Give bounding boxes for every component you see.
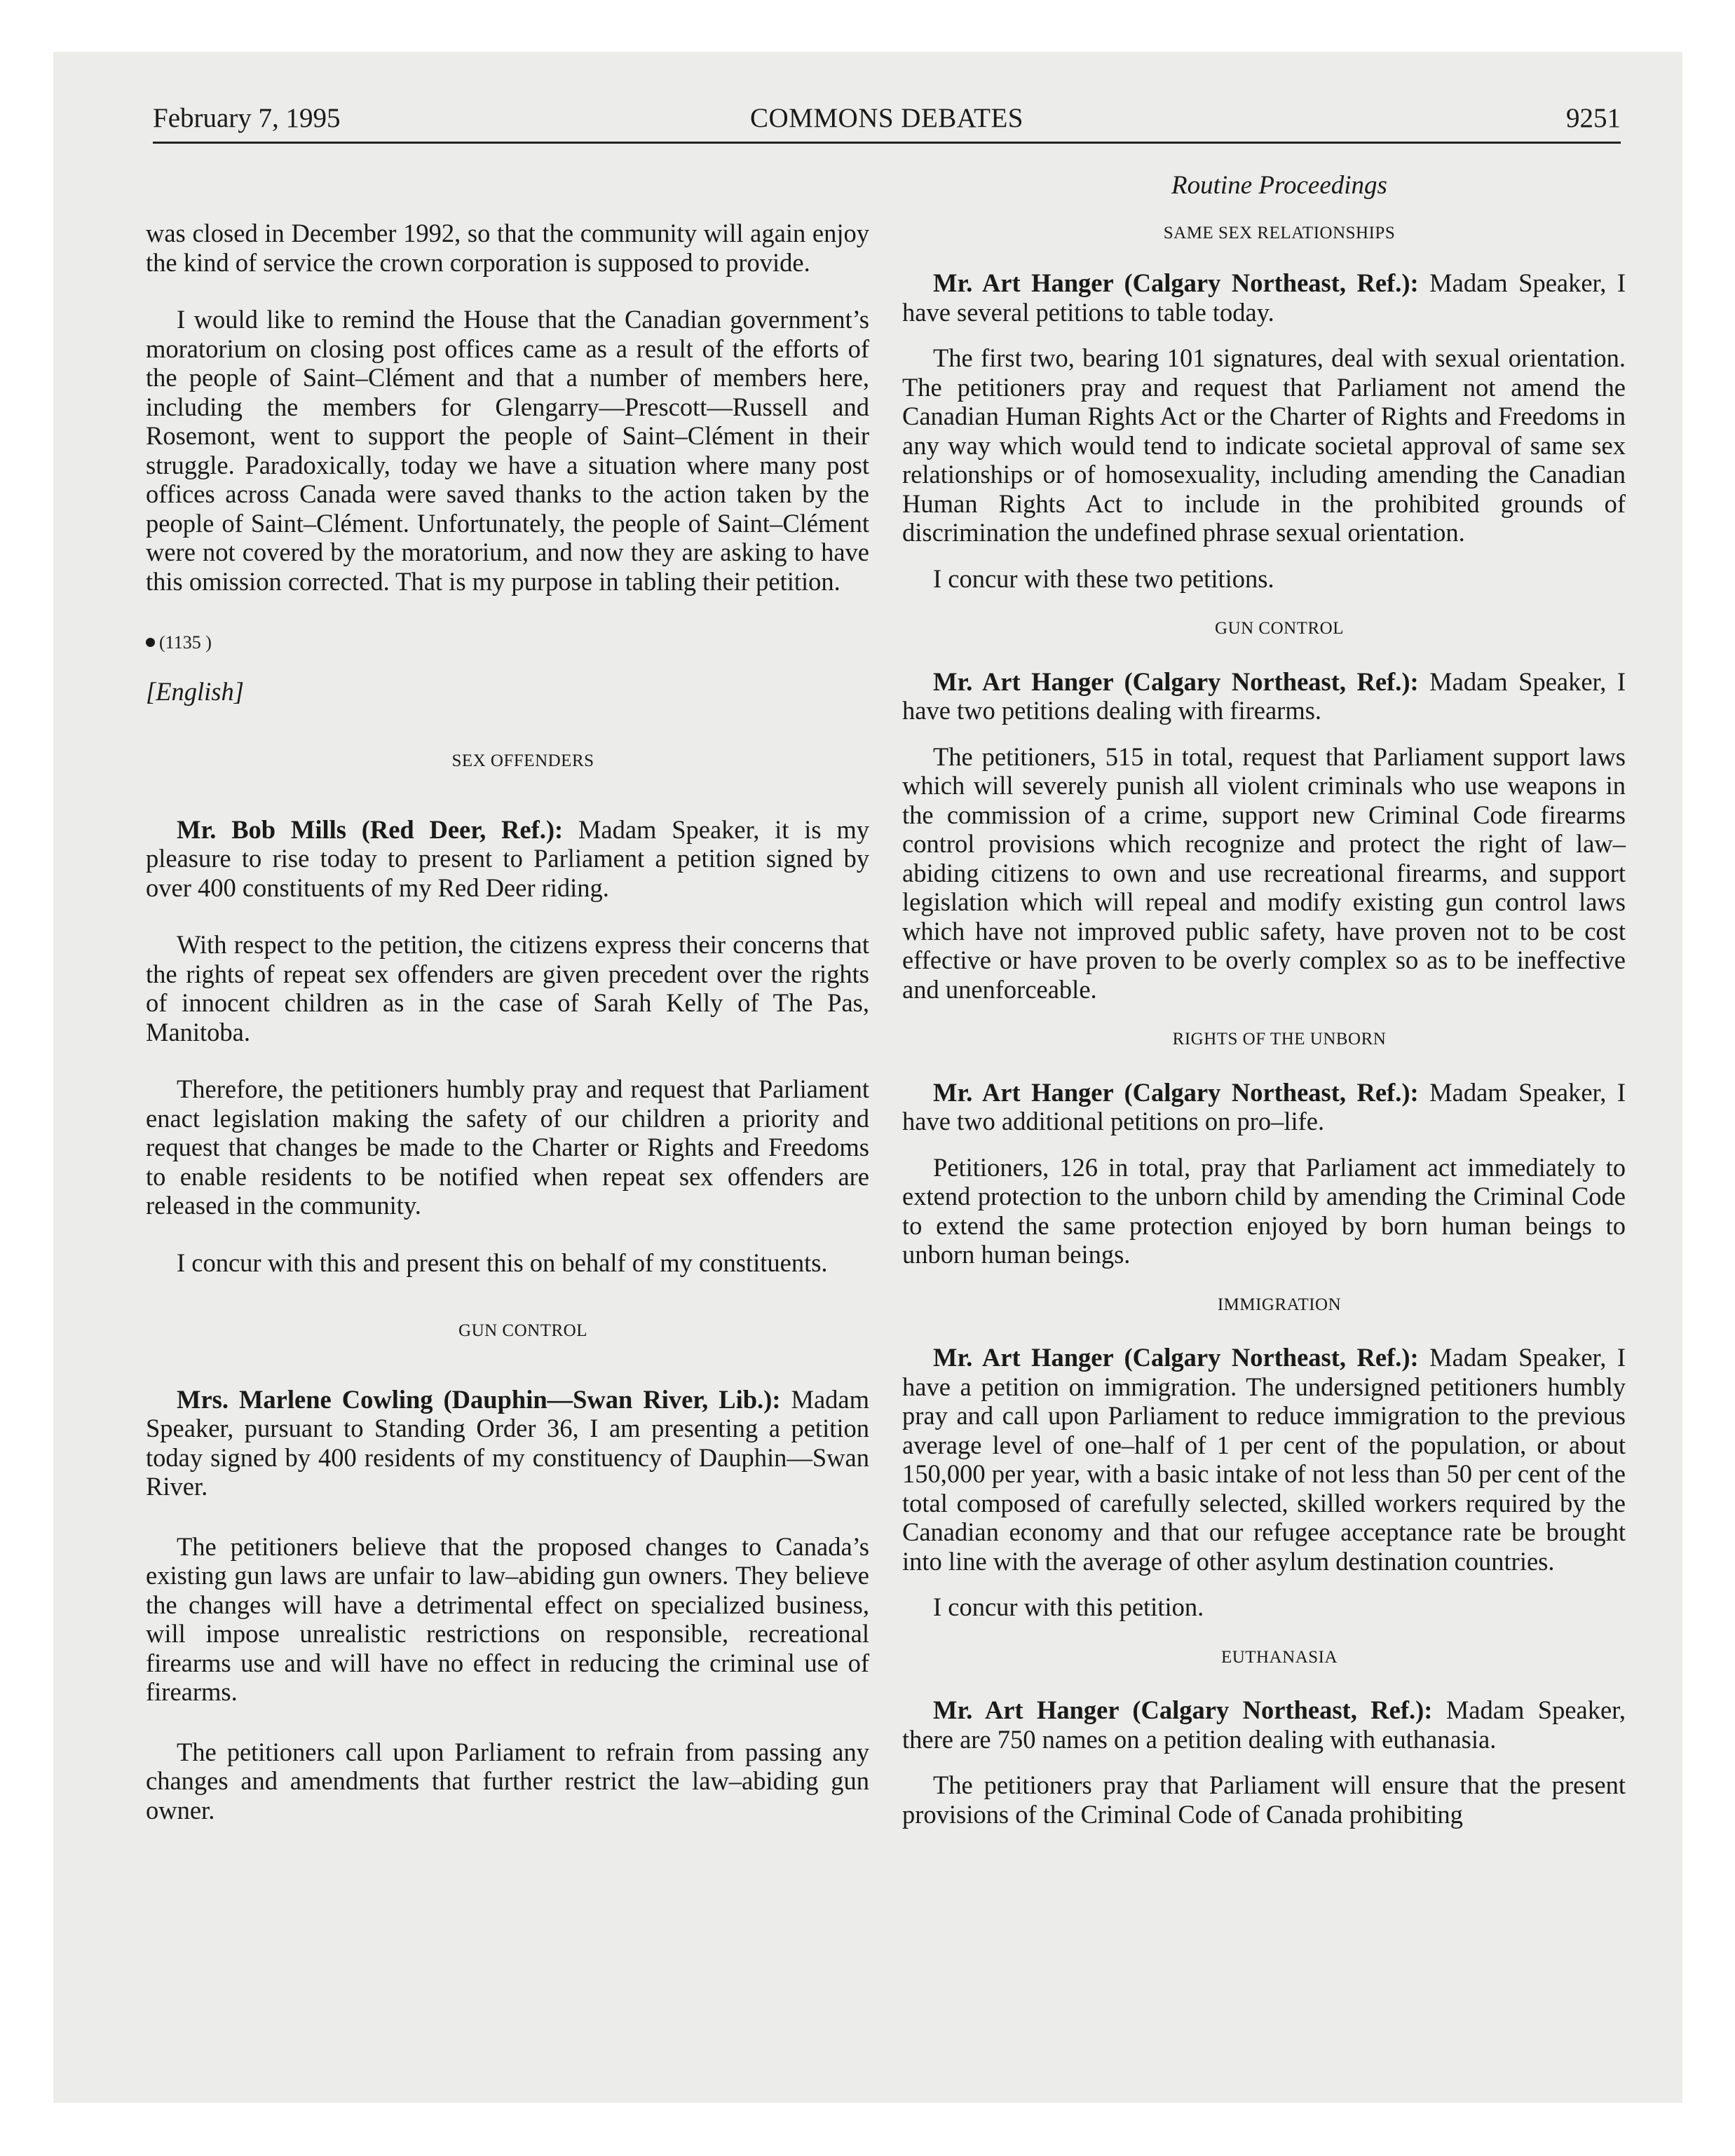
speaker-name: Mrs. Marlene Cowling (Dauphin—Swan River, Lib.): bbox=[177, 1384, 781, 1414]
speaker-name: Mr. Art Hanger (Calgary Northeast, Ref.): bbox=[933, 1343, 1419, 1372]
paragraph: Mr. Art Hanger (Calgary Northeast, Ref.): Madam Speaker, I have two petitions dealing with firearms. bbox=[902, 667, 1626, 725]
speaker-name: Mr. Art Hanger (Calgary Northeast, Ref.): bbox=[933, 1077, 1419, 1107]
paragraph: Therefore, the petitioners humbly pray and request that Parliament enact legislation making the safety of our children a priority and request that changes be made to the Charter or Rights and Freedoms to enable residents to be notified when repeat sex offenders are released in the community. bbox=[146, 1074, 869, 1220]
speaker-name: Mr. Art Hanger (Calgary Northeast, Ref.): bbox=[933, 667, 1419, 696]
time-marker: (1135 ) bbox=[146, 625, 869, 657]
header-date: February 7, 1995 bbox=[153, 103, 341, 133]
paragraph: With respect to the petition, the citizens express their concerns that the rights of repeat sex offenders are given precedent over the rights of innocent children as in the case of Sarah Kelly of The Pas, Manitoba. bbox=[146, 930, 869, 1046]
right-column bbox=[902, 161, 1626, 1829]
left-column bbox=[146, 161, 869, 1824]
paragraph: The petitioners call upon Parliament to refrain from passing any changes and amendments that further restrict the law–abiding gun owner. bbox=[146, 1737, 869, 1824]
paragraph: was closed in December 1992, so that the community will again enjoy the kind of service the crown corporation is supposed to provide. bbox=[146, 219, 869, 277]
paragraph: I concur with these two petitions. bbox=[933, 564, 1274, 593]
bullet-icon bbox=[146, 638, 155, 647]
paragraph: I concur with this and present this on behalf of my constituents. bbox=[177, 1248, 828, 1277]
paragraph: Mr. Art Hanger (Calgary Northeast, Ref.): Madam Speaker, I have two additional petitions on pro–life. bbox=[902, 1077, 1626, 1135]
paragraph: Mr. Art Hanger (Calgary Northeast, Ref.): Madam Speaker, there are 750 names on a petition dealing with euthanasia. bbox=[902, 1696, 1626, 1754]
heading-sex-offenders: SEX OFFENDERS bbox=[451, 751, 594, 770]
page-header bbox=[153, 100, 1621, 144]
speaker-name: Mr. Art Hanger (Calgary Northeast, Ref.): bbox=[933, 1696, 1433, 1724]
header-title: COMMONS DEBATES bbox=[750, 103, 1023, 133]
heading-gun-control: GUN CONTROL bbox=[1215, 619, 1344, 638]
paragraph: I would like to remind the House that the Canadian government’s moratorium on closing post offices came as a result of the efforts of the people of Saint–Clément and that a number of members here, including the members for Glengarry—Prescott—Russell and Rosemont, went to support the people of Saint–Clément in their struggle. Paradoxically, today we have a situation where many post offices across Canada were saved thanks to the action taken by the people of Saint–Clément. Unfortunately, the people of Saint–Clément were not covered by the moratorium, and now they are asking to have this omission corrected. That is my purpose in tabling their petition. bbox=[146, 305, 869, 596]
speaker-name: Mr. Bob Mills (Red Deer, Ref.): bbox=[177, 814, 564, 844]
heading-gun-control: GUN CONTROL bbox=[458, 1321, 587, 1340]
header-page-number: 9251 bbox=[1566, 103, 1621, 133]
paragraph: The petitioners believe that the proposed changes to Canada’s existing gun laws are unfair to law–abiding gun owners. They believe the changes will have a detrimental effect on specialized business, will impose unrealistic restrictions on responsible, recreational firearms use and will have no effect in reducing the criminal use of firearms. bbox=[146, 1531, 869, 1706]
language-marker: [English] bbox=[146, 676, 244, 706]
speaker-name: Mr. Art Hanger (Calgary Northeast, Ref.): bbox=[933, 268, 1419, 297]
heading-immigration: IMMIGRATION bbox=[1217, 1295, 1342, 1314]
heading-euthanasia: EUTHANASIA bbox=[1220, 1647, 1338, 1667]
section-title: Routine Proceedings bbox=[1171, 171, 1387, 200]
paragraph: Mr. Bob Mills (Red Deer, Ref.): Madam Speaker, it is my pleasure to rise today to present to Parliament a petition signed by over 400 constituents of my Red Deer riding. bbox=[146, 814, 869, 902]
paragraph: I concur with this petition. bbox=[933, 1592, 1204, 1621]
paragraph: Mr. Art Hanger (Calgary Northeast, Ref.): Madam Speaker, I have a petition on immigration. The undersigned petitioners humbly pray and call upon Parliament to reduce immigration to the previous average level of one–half of 1 per cent of the population, or about 150,000 per year, with a basic intake of not less than 50 per cent of the total composed of carefully selected, skilled workers required by the Canadian economy and that our refugee acceptance rate be brought into line with the average of other asylum destination countries. bbox=[902, 1343, 1626, 1576]
paragraph: The petitioners pray that Parliament will ensure that the present provisions of the Criminal Code of Canada prohibiting bbox=[902, 1770, 1626, 1829]
paragraph: Mr. Art Hanger (Calgary Northeast, Ref.): Madam Speaker, I have several petitions to table today. bbox=[902, 268, 1626, 327]
paragraph: The first two, bearing 101 signatures, deal with sexual orientation. The petitioners pray and request that Parliament not amend the Canadian Human Rights Act or the Charter of Rights and Freedoms in any way which would tend to indicate societal approval of same sex relationships or of homosexuality, including amending the Canadian Human Rights Act to include in the prohibited grounds of discrimination the undefined phrase sexual orientation. bbox=[902, 343, 1626, 547]
paragraph: Petitioners, 126 in total, pray that Parliament act immediately to extend protection to the unborn child by amending the Criminal Code to extend the same protection enjoyed by born human beings to unborn human beings. bbox=[902, 1152, 1626, 1269]
paragraph: Mrs. Marlene Cowling (Dauphin—Swan River, Lib.): Madam Speaker, pursuant to Standing Order 36, I am presenting a petition today signed by 400 residents of my constituency of Dauphin—Swan River. bbox=[146, 1384, 869, 1501]
heading-same-sex: SAME SEX RELATIONSHIPS bbox=[1163, 223, 1396, 243]
heading-rights-unborn: RIGHTS OF THE UNBORN bbox=[1172, 1030, 1387, 1049]
paragraph: The petitioners, 515 in total, request that Parliament support laws which will severely punish all violent criminals who use weapons in the commission of a crime, support new Criminal Code firearms control provisions which recognize and protect the right of law–abiding citizens to own and use recreational firearms, and support legislation which will repeal and modify existing gun control laws which have not improved public safety, have proven not to be cost effective or have proven to be overly complex so as to be ineffective and unenforceable. bbox=[902, 742, 1626, 1004]
